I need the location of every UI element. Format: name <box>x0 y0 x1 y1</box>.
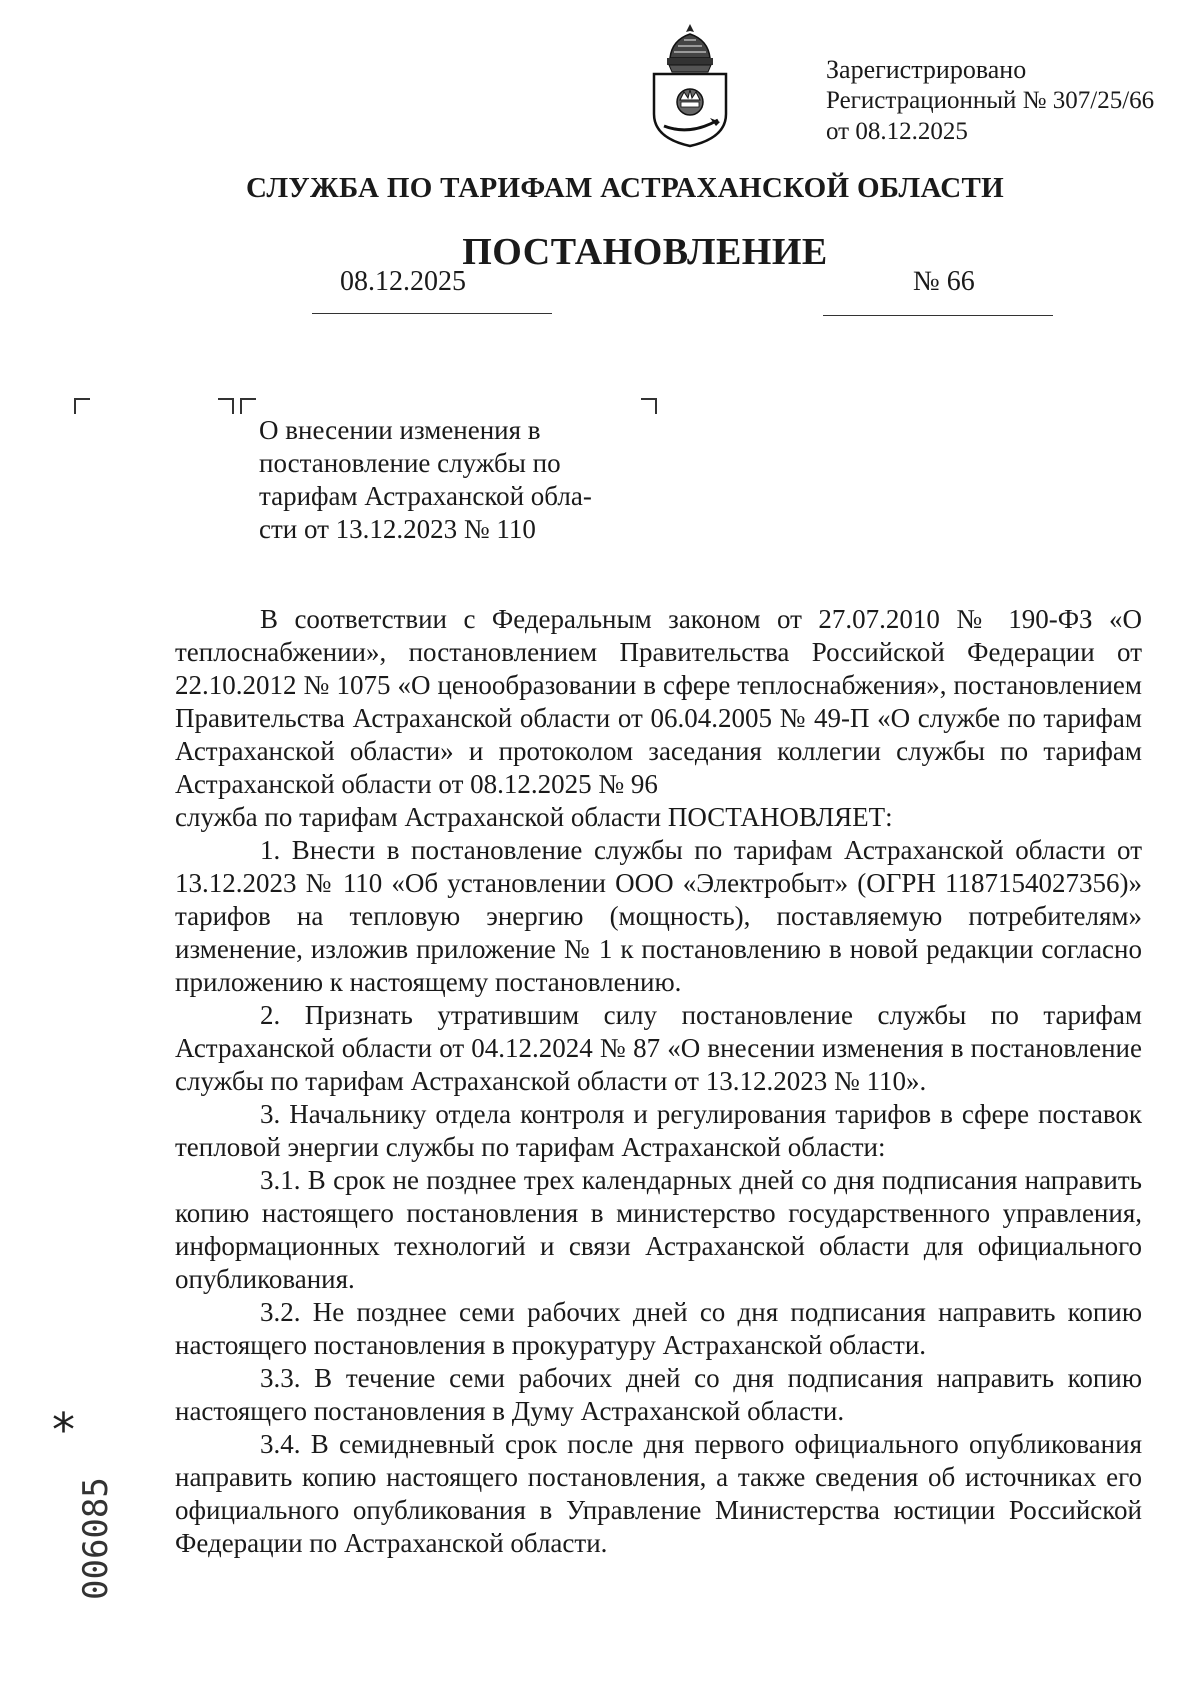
document-body <box>175 603 1142 1560</box>
item-3-2-paragraph: 3.2. Не позднее семи рабочих дней со дня подписания направить копию настоящего постановления в прокуратуру Астраханской области. <box>175 1297 1142 1360</box>
item-3-1-paragraph: 3.1. В срок не позднее трех календарных дней со дня подписания направить копию настоящего постановления в министерство государственного управления, информационных технологий и связи Астраханской области для официального опубликования. <box>175 1165 1142 1294</box>
document-subject <box>259 414 629 546</box>
item-3-3-paragraph: 3.3. В течение семи рабочих дней со дня подписания направить копию настоящего постановления в Думу Астраханской области. <box>175 1363 1142 1426</box>
item-1-paragraph: 1. Внести в постановление службы по тарифам Астраханской области от 13.12.2023 № 110 «Об установлении ООО «Электробыт» (ОГРН 1187154027356)» тарифов на тепловую энергию (мощность), поставляемую потребителям» изменение, изложив приложение № 1 к постановлению в новой редакции согласно приложению к настоящему постановлению. <box>175 835 1142 997</box>
margin-star: * <box>52 1403 75 1457</box>
subject-bracket-open <box>240 398 256 414</box>
item-3-4-paragraph: 3.4. В семидневный срок после дня первого официального опубликования направить копию настоящего постановления, а также сведения об источниках его официального опубликования в Управление Министерства юстиции Российской Федерации по Астраханской области. <box>175 1429 1142 1558</box>
subject-line: постановление службы по <box>259 448 561 478</box>
subject-bracket-left-close <box>218 398 234 414</box>
margin-serial-code <box>76 1477 116 1600</box>
organization-name: СЛУЖБА ПО ТАРИФАМ АСТРАХАНСКОЙ ОБЛАСТИ <box>245 172 1005 204</box>
subject-bracket-close <box>641 398 657 414</box>
preamble-paragraph: В соответствии с Федеральным законом от 27.07.2010 № 190-ФЗ «О теплоснабжении», постановлением Правительства Российской Федерации от 22.10.2012 № 1075 «О ценообразовании в сфере теплоснабжения», постановлением Правительства Астраханской области от 06.04.2005 № 49-П «О службе по тарифам Астраханской области» и протоколом заседания коллегии службы по тарифам Астраханской области от 08.12.2025 № 96 <box>175 604 1142 799</box>
date-underline <box>312 313 552 314</box>
item-2-paragraph: 2. Признать утратившим силу постановление службы по тарифам Астраханской области от 04.12.2024 № 87 «О внесении изменения в постановление службы по тарифам Астраханской области от 13.12.2023 № 110». <box>175 1000 1142 1096</box>
serial-code-text: 006085 <box>76 1477 116 1600</box>
left-corner-bracket <box>74 398 90 414</box>
registration-stamp <box>826 54 1154 147</box>
subject-line: тарифам Астраханской обла- <box>259 481 592 511</box>
document-type: ПОСТАНОВЛЕНИЕ <box>462 231 828 273</box>
item-3-paragraph: 3. Начальнику отдела контроля и регулирования тарифов в сфере поставок тепловой энергии службы по тарифам Астраханской области: <box>175 1099 1142 1162</box>
document-number: № 66 <box>913 266 975 297</box>
subject-line: сти от 13.12.2023 № 110 <box>259 514 536 544</box>
registration-title: Зарегистрировано <box>826 55 1027 84</box>
document-date: 08.12.2025 <box>340 266 466 297</box>
resolution-line: служба по тарифам Астраханской области ПОСТАНОВЛЯЕТ: <box>175 802 893 832</box>
number-underline <box>823 315 1053 316</box>
coat-of-arms-emblem <box>640 22 740 150</box>
registration-number: Регистрационный № 307/25/66 <box>826 87 1155 114</box>
registration-date: от 08.12.2025 <box>826 118 968 145</box>
subject-line: О внесении изменения в <box>259 415 541 445</box>
